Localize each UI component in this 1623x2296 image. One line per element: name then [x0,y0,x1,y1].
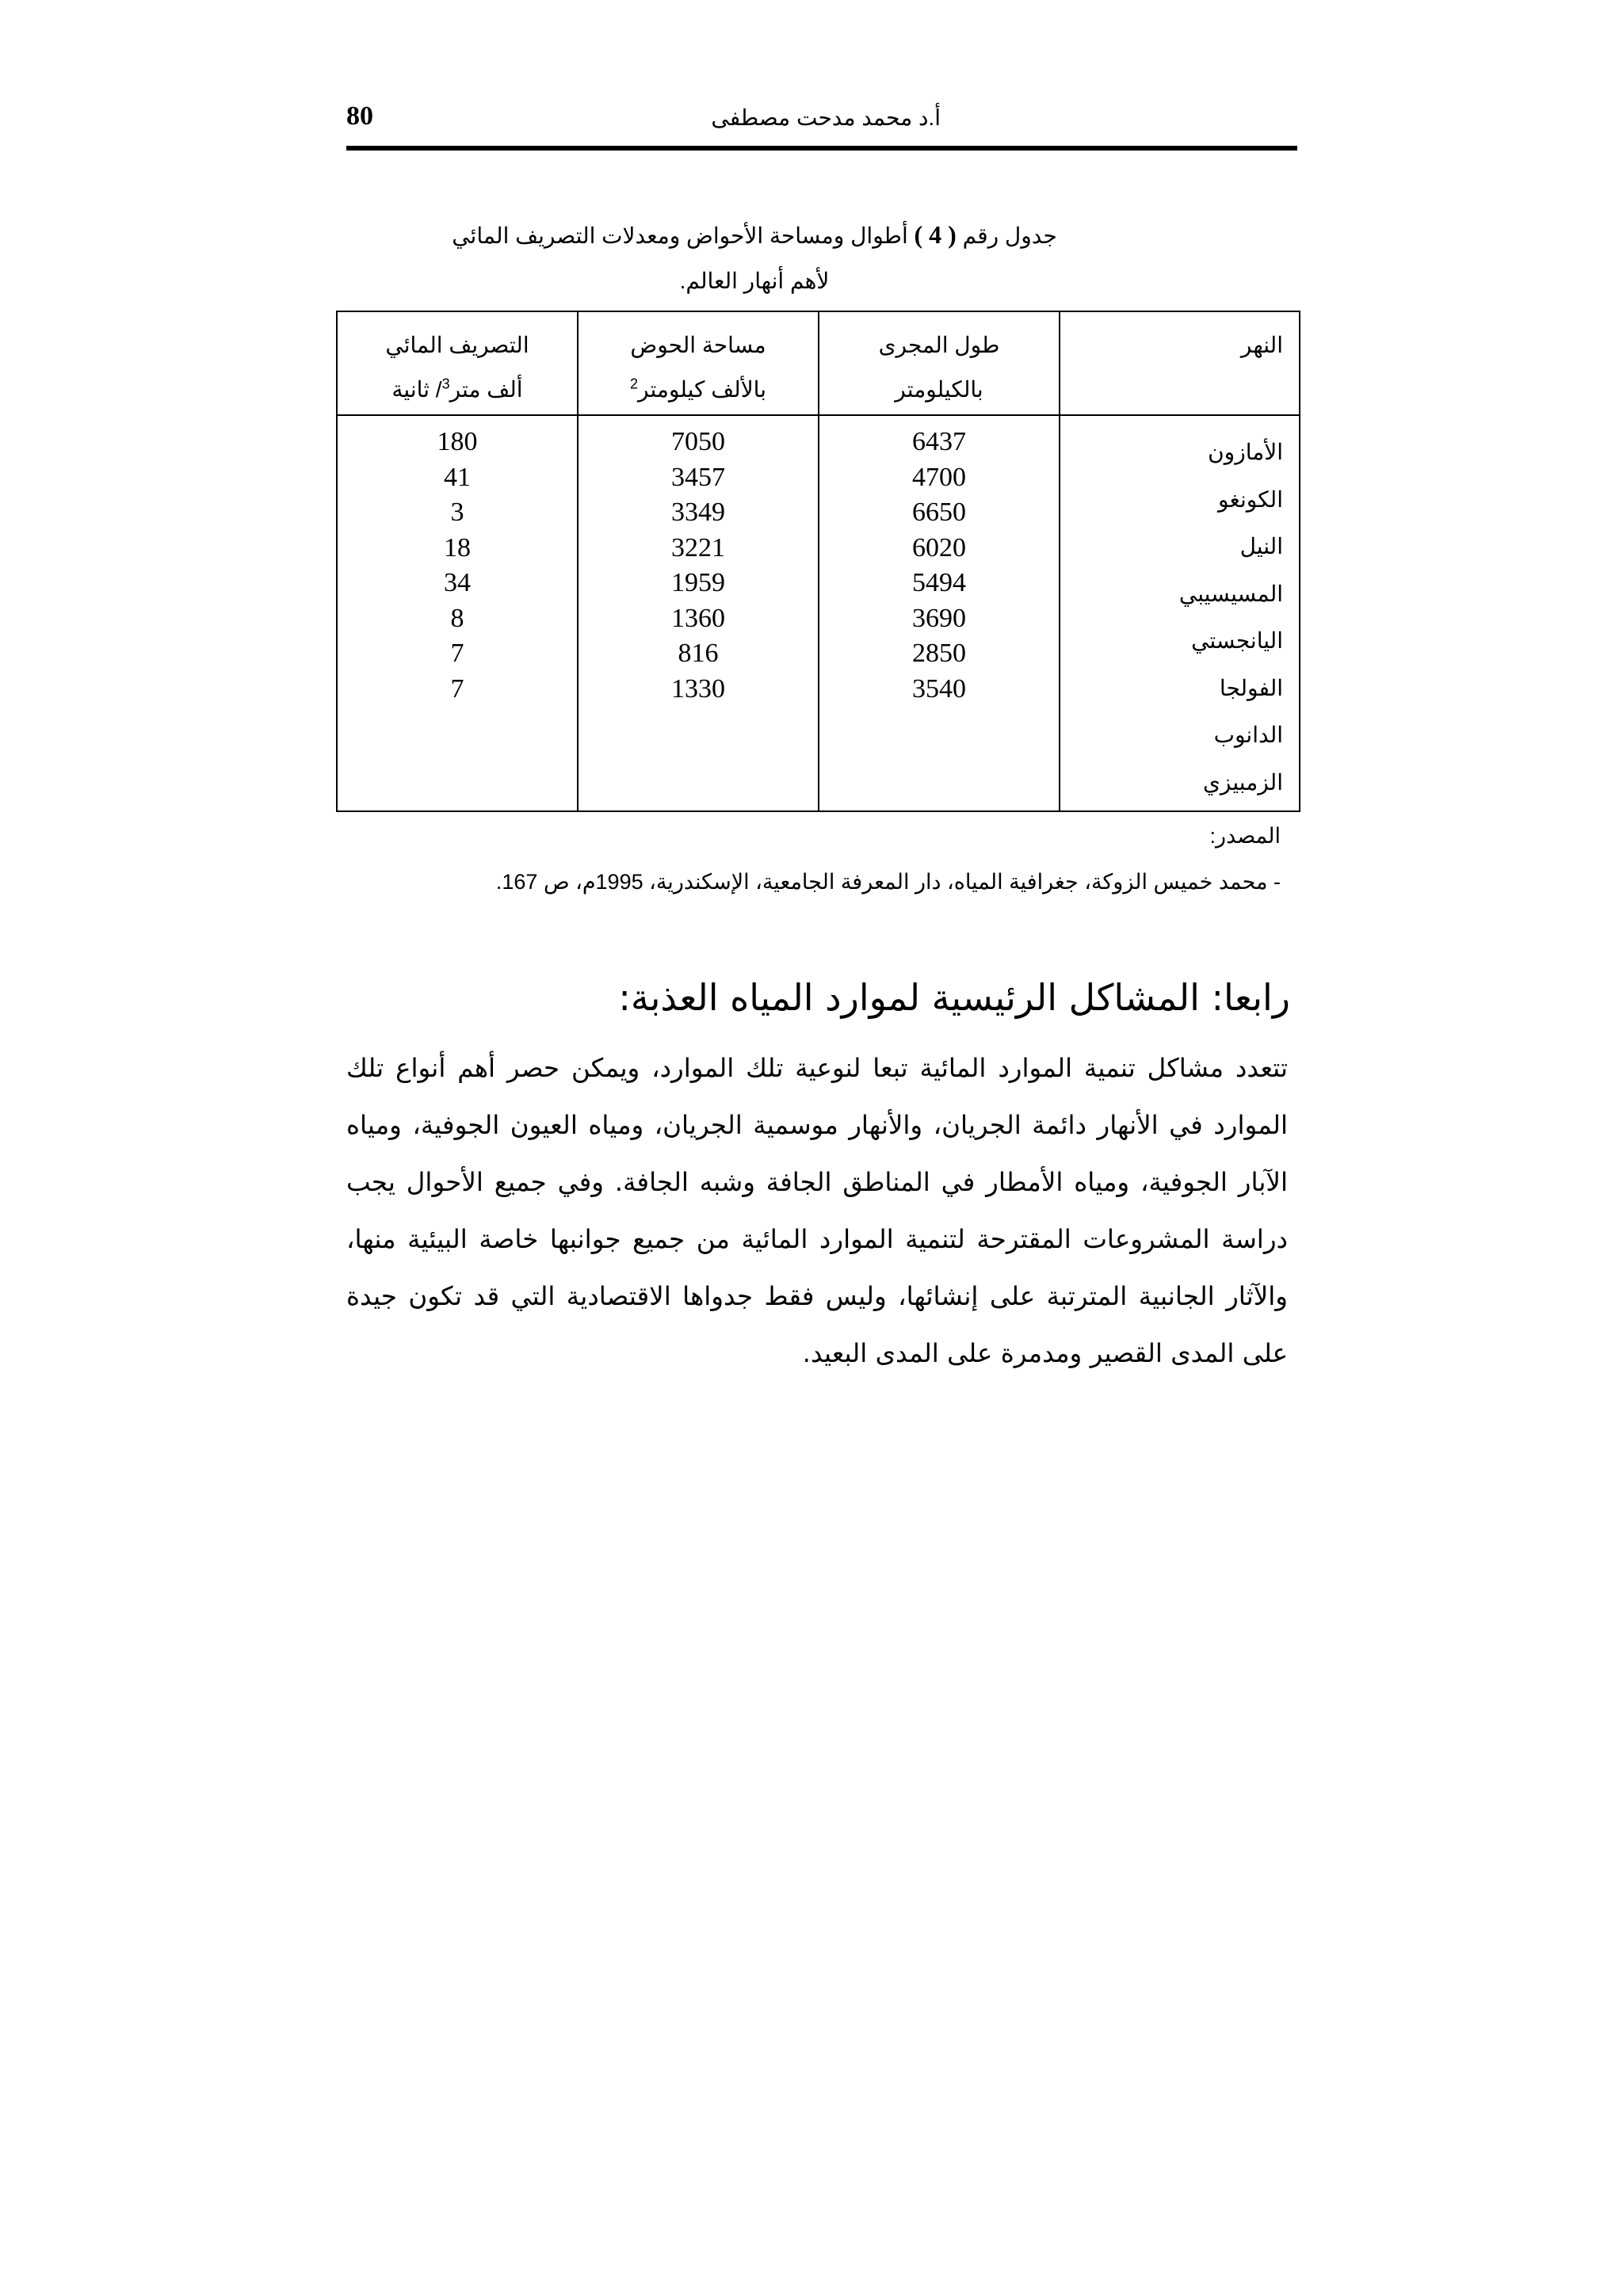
header-length-line1: طول المجرى [878,333,1000,357]
header-area-line1: مساحة الحوض [630,333,766,357]
header-length [819,312,1059,414]
header-discharge-line2: ألف متر$^3$/ ثانية [391,376,523,402]
table-cell: 6650 [912,498,966,527]
page-header [346,93,1297,152]
header-discharge [338,312,577,414]
table-cell: الدانوب [1213,723,1283,747]
header-river: النهر [1240,333,1283,357]
area-column [579,425,818,707]
table-cell: النيل [1239,534,1283,559]
section-heading: رابعا: المشاكل الرئيسية لموارد المياه العذبة: [618,976,1290,1019]
header-area-line2: بالألف كيلومتر$^2$ [629,376,766,402]
discharge-column [338,425,577,707]
table-cell: 7050 [671,427,725,456]
table-caption-prefix: جدول رقم [962,223,1057,248]
table-cell: 816 [678,639,719,668]
table-number: ( 4 ) [914,220,957,249]
table-cell: 1330 [671,673,725,704]
table-cell: 1959 [671,568,725,597]
table-caption-line2: لأهم أنهار العالم. [679,269,830,293]
table-cell: 1360 [671,603,725,633]
table-cell: 7 [450,639,464,668]
header-rule [346,146,1297,151]
header-discharge-line1: التصريف المائي [385,333,529,357]
table-cell: 6437 [912,427,966,456]
header-divider [338,414,1299,416]
table-cell: 3349 [671,498,725,527]
river-column [1179,429,1283,806]
table-cell: 6020 [912,532,966,563]
table-cell: الزمبيزي [1202,769,1283,795]
table-cell: الفولجا [1219,675,1283,700]
table-cell: 3221 [671,532,725,563]
table-cell: 8 [450,603,464,633]
header-area [579,312,818,414]
header-length-line2: بالكيلومتر [895,377,983,402]
author-name: أ.د محمد مدحت مصطفى [711,105,941,130]
table-cell: 41 [444,462,471,492]
source-label: المصدر: [1209,824,1281,848]
table-cell: 4700 [912,462,966,492]
table-cell: اليانجستي [1191,628,1283,653]
source-citation: - محمد خميس الزوكة، جغرافية المياه، دار المعرفة الجامعية، الإسكندرية، 1995م، ص 167. [495,870,1281,894]
table-cell: المسيسيبي [1178,581,1283,606]
page-number: 80 [346,101,373,131]
table-cell: 18 [444,532,471,563]
table-cell: 2850 [912,639,966,668]
table-cell: 180 [437,427,478,456]
rivers-table [336,311,1300,812]
table-cell: 3 [450,498,464,527]
table-cell: 3540 [912,673,966,704]
table-caption-title: أطوال ومساحة الأحواض ومعدلات التصريف المائي [452,223,908,248]
table-cell: 3690 [912,603,966,633]
table-cell: 7 [450,673,464,704]
table-caption [346,220,1163,250]
table-cell: الأمازون [1208,440,1283,464]
length-column [819,425,1059,707]
table-cell: 5494 [912,568,966,597]
body-paragraph: تتعدد مشاكل تنمية الموارد المائية تبعا لنوعية تلك الموارد، ويمكن حصر أهم أنواع تلك الموارد في الأنهار دائمة الجريان، والأنهار موسمية الجريان، ومياه العيون الجوفية، ومياه الآبار الجوفية، ومياه الأمطار في المناطق الجافة وشبه الجافة. وفي جميع الأحوال يجب دراسة المشروعات المقترحة لتنمية الموارد المائية من جميع جوانبها خاصة البيئية منها، والآثار الجانبية المترتبة على إنشائها، وليس فقط جدواها الاقتصادية التي قد تكون جيدة على المدى القصير ومدمرة على المدى البعيد. [346,1053,1288,1368]
table-cell: الكونغو [1217,486,1283,512]
table-cell: 3457 [671,462,725,492]
table-cell: 34 [444,568,471,597]
